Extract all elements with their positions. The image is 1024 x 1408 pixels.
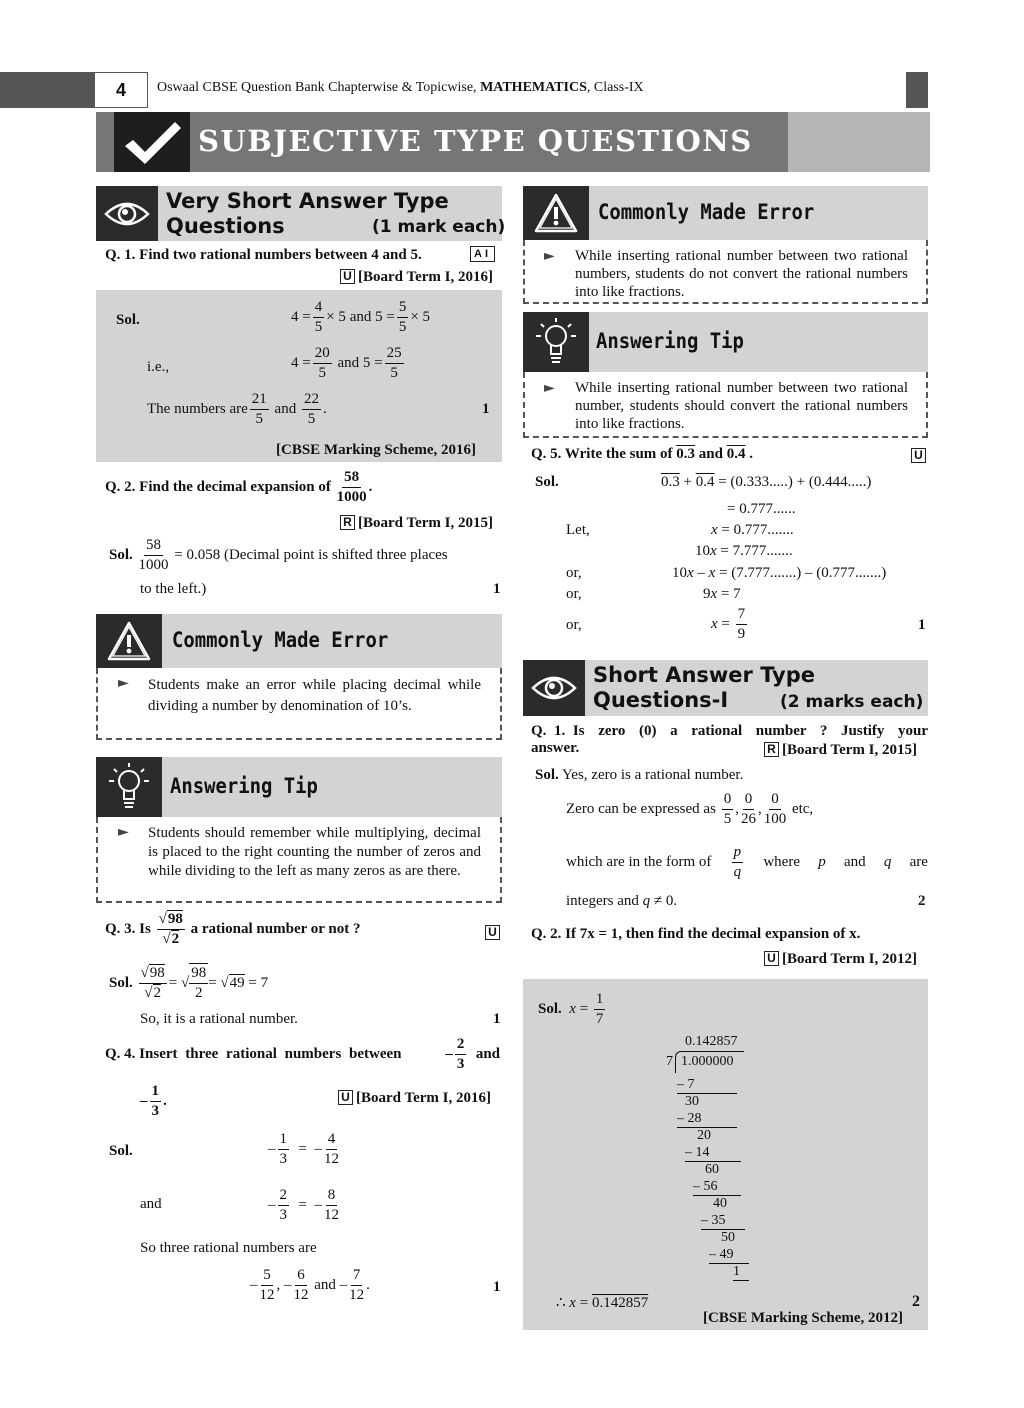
running-header: Oswaal CBSE Question Bank Chapterwise & Topicwise, MATHEMATICS, Class-IX bbox=[157, 80, 644, 95]
sol-label: Sol. bbox=[116, 312, 140, 328]
question-label: Q. 2. Find the decimal expansion of $\frac{58}{1000}$ . bbox=[105, 469, 373, 505]
or-label: or, bbox=[566, 565, 582, 581]
sa1-title-line1: Short Answer Type bbox=[593, 663, 816, 687]
q1-eq1: 4 = $\frac{4}{5}$ × 5 and 5 = $\frac{5}{5}$ × 5 bbox=[291, 299, 431, 335]
vsa-title-line2: Questions bbox=[166, 214, 285, 238]
q3-solution: Sol. $\frac{√98}{√2}$ = √ $\frac{98}{2}$ = √ 49 = 7 bbox=[109, 964, 269, 1001]
division-step: 30 bbox=[685, 1094, 699, 1109]
page-number: 4 bbox=[94, 72, 148, 108]
sq1-expr: Zero can be expressed as $\frac{0}{5}$ , $\frac{0}{26}$ , $\frac{0}{100}$ etc, bbox=[566, 791, 814, 827]
tip-text: While inserting rational number between two rational number, students should convert the rational numbers into like fractions. bbox=[575, 380, 908, 432]
marks: 1 bbox=[482, 401, 490, 417]
division-dividend: 1.000000 bbox=[681, 1054, 734, 1069]
sq2-result: ∴ x = 0.142857 bbox=[556, 1295, 649, 1311]
q3-conclusion: So, it is a rational number. bbox=[140, 1011, 298, 1027]
division-step: – 49 bbox=[709, 1247, 749, 1264]
sa1-title-line2: Questions-I bbox=[593, 688, 729, 712]
marks: 1 bbox=[918, 617, 926, 633]
bullet-arrow-icon: ► bbox=[118, 824, 129, 840]
q5-line1: 0.3 + 0.4 = (0.333.....) + (0.444.....) bbox=[661, 474, 872, 490]
q1-eq3: The numbers are $\frac{21}{5}$ and $\frac{22}{5}$ . bbox=[147, 391, 327, 427]
question-label: Q. 2. If 7x = 1, then find the decimal expansion of x. bbox=[531, 926, 861, 942]
tag-badge: U bbox=[338, 1090, 353, 1105]
bullet-arrow-icon: ► bbox=[544, 248, 555, 264]
division-step: – 7 bbox=[677, 1077, 737, 1094]
ai-badge: AI bbox=[470, 246, 495, 262]
question-label: Q. 1. Find two rational numbers between 4 and 5. bbox=[105, 247, 422, 263]
cme-text: While inserting rational number between two rational numbers, students do not convert the rational numbers into like fractions. bbox=[575, 248, 908, 300]
tip-title: Answering Tip bbox=[596, 329, 744, 353]
q5-line3: x = 0.777....... bbox=[711, 522, 794, 538]
marks: 2 bbox=[918, 893, 926, 909]
tag-badge: R bbox=[764, 742, 779, 757]
and-label: and bbox=[140, 1196, 162, 1212]
lightbulb-icon bbox=[523, 312, 589, 372]
division-step: 40 bbox=[713, 1196, 727, 1211]
q2-solution-cont: to the left.) bbox=[140, 581, 207, 597]
vsa-marks: (1 mark each) bbox=[372, 217, 506, 237]
question-source: U [Board Term I, 2016] bbox=[340, 269, 493, 286]
let-label: Let, bbox=[566, 522, 590, 538]
sq1-answer: Sol. Yes, zero is a rational number. bbox=[535, 767, 744, 783]
cme-text: Students make an error while placing decimal while dividing a number by denomination of 10’s. bbox=[148, 677, 481, 714]
marks: 1 bbox=[493, 1279, 501, 1295]
question-source: R [Board Term I, 2015] bbox=[340, 515, 493, 532]
division-step: – 28 bbox=[677, 1111, 737, 1128]
bullet-arrow-icon: ► bbox=[118, 675, 129, 691]
sq2-sol: Sol. x = $\frac{1}{7}$ bbox=[538, 991, 604, 1027]
marks: 2 bbox=[912, 1293, 920, 1310]
question-label: Q. 3. Is $\frac{√98}{√2}$ a rational number or not ? bbox=[105, 911, 361, 947]
q4-eq2: – $\frac{2}{3}$ = – $\frac{8}{12}$ bbox=[268, 1187, 339, 1223]
vsa-title-line1: Very Short Answer Type bbox=[166, 189, 449, 213]
checkmark-icon bbox=[114, 112, 190, 172]
division-quotient: 0.142857 bbox=[685, 1034, 738, 1049]
q4-answer: – $\frac{5}{12}$ , – $\frac{6}{12}$ and – $\frac{7}{12}$ . bbox=[250, 1267, 370, 1303]
question-label: Q. 5. Write the sum of 0.3 and 0.4 . bbox=[531, 446, 753, 462]
marking-scheme: [CBSE Marking Scheme, 2012] bbox=[703, 1310, 903, 1326]
division-step: 20 bbox=[697, 1128, 711, 1143]
question-source: U [Board Term I, 2012] bbox=[764, 951, 917, 968]
ie-label: i.e., bbox=[147, 359, 170, 375]
lightbulb-icon bbox=[96, 757, 162, 817]
header-bar-right bbox=[906, 72, 928, 108]
header-bar-left bbox=[0, 72, 94, 108]
question-label: Q. 4. Insert three rational numbers between – $\frac{2}{3}$ and bbox=[105, 1036, 500, 1072]
warning-icon bbox=[523, 186, 589, 240]
marks: 1 bbox=[493, 581, 501, 597]
or-label: or, bbox=[566, 617, 582, 633]
division-step: 50 bbox=[721, 1230, 735, 1245]
eye-icon bbox=[523, 660, 585, 716]
q1-eq2: 4 = $\frac{20}{5}$ and 5 = $\frac{25}{5}$ bbox=[291, 345, 402, 381]
division-step: – 35 bbox=[701, 1213, 745, 1230]
q5-line2: = 0.777...... bbox=[727, 501, 796, 517]
eye-icon bbox=[96, 186, 158, 241]
division-step: – 14 bbox=[685, 1145, 741, 1162]
division-step: – 56 bbox=[693, 1179, 741, 1196]
cme-title: Commonly Made Error bbox=[172, 628, 389, 652]
or-label: or, bbox=[566, 586, 582, 602]
sa1-marks: (2 marks each) bbox=[780, 692, 924, 712]
sq1-ints: integers and q ≠ 0. bbox=[566, 893, 678, 909]
tag-badge: U bbox=[764, 951, 779, 966]
tag-badge: U bbox=[340, 269, 355, 284]
division-step: 1 bbox=[733, 1264, 749, 1281]
q5-line5: 10x – x = (7.777.......) – (0.777.......) bbox=[672, 565, 887, 581]
q4-second-number: – $\frac{1}{3}$ . bbox=[140, 1083, 167, 1119]
sq1-form: which are in the form of $\frac{p}{q}$ where p and q are bbox=[566, 844, 928, 880]
cme-title: Commonly Made Error bbox=[598, 200, 815, 224]
question-source: U [Board Term I, 2016] bbox=[338, 1090, 491, 1107]
q5-line6: 9x = 7 bbox=[703, 586, 741, 602]
q5-line4: 10x = 7.777....... bbox=[695, 543, 793, 559]
tip-title: Answering Tip bbox=[170, 774, 318, 798]
q4-conclusion: So three rational numbers are bbox=[140, 1240, 317, 1256]
division-divisor: 7 bbox=[666, 1054, 673, 1069]
q5-line7: x = $\frac{7}{9}$ bbox=[711, 606, 746, 642]
question-source: R [Board Term I, 2015] bbox=[764, 742, 917, 759]
banner-title: SUBJECTIVE TYPE QUESTIONS bbox=[198, 124, 753, 158]
q4-eq1: – $\frac{1}{3}$ = – $\frac{4}{12}$ bbox=[268, 1131, 339, 1167]
tip-text: Students should remember while multiplying, decimal is placed to the right counting the number of zeros and while dividing to the left as many zeros as are there. bbox=[148, 825, 481, 879]
q2-solution: Sol. $\frac{58}{1000}$ = 0.058 (Decimal point is shifted three places bbox=[109, 537, 448, 573]
marks: 1 bbox=[493, 1011, 501, 1027]
warning-icon bbox=[96, 614, 162, 668]
tag-badge: U bbox=[485, 925, 503, 941]
division-step: 60 bbox=[705, 1162, 719, 1177]
question-label: Q. 1. Is zero (0) a rational number ? Justify your answer. bbox=[531, 723, 928, 756]
marking-scheme: [CBSE Marking Scheme, 2016] bbox=[276, 442, 476, 458]
tag-badge: U bbox=[911, 448, 929, 464]
sol-label: Sol. bbox=[109, 1143, 133, 1159]
tag-badge: R bbox=[340, 515, 355, 530]
sol-label: Sol. bbox=[535, 474, 559, 490]
bullet-arrow-icon: ► bbox=[544, 380, 555, 396]
